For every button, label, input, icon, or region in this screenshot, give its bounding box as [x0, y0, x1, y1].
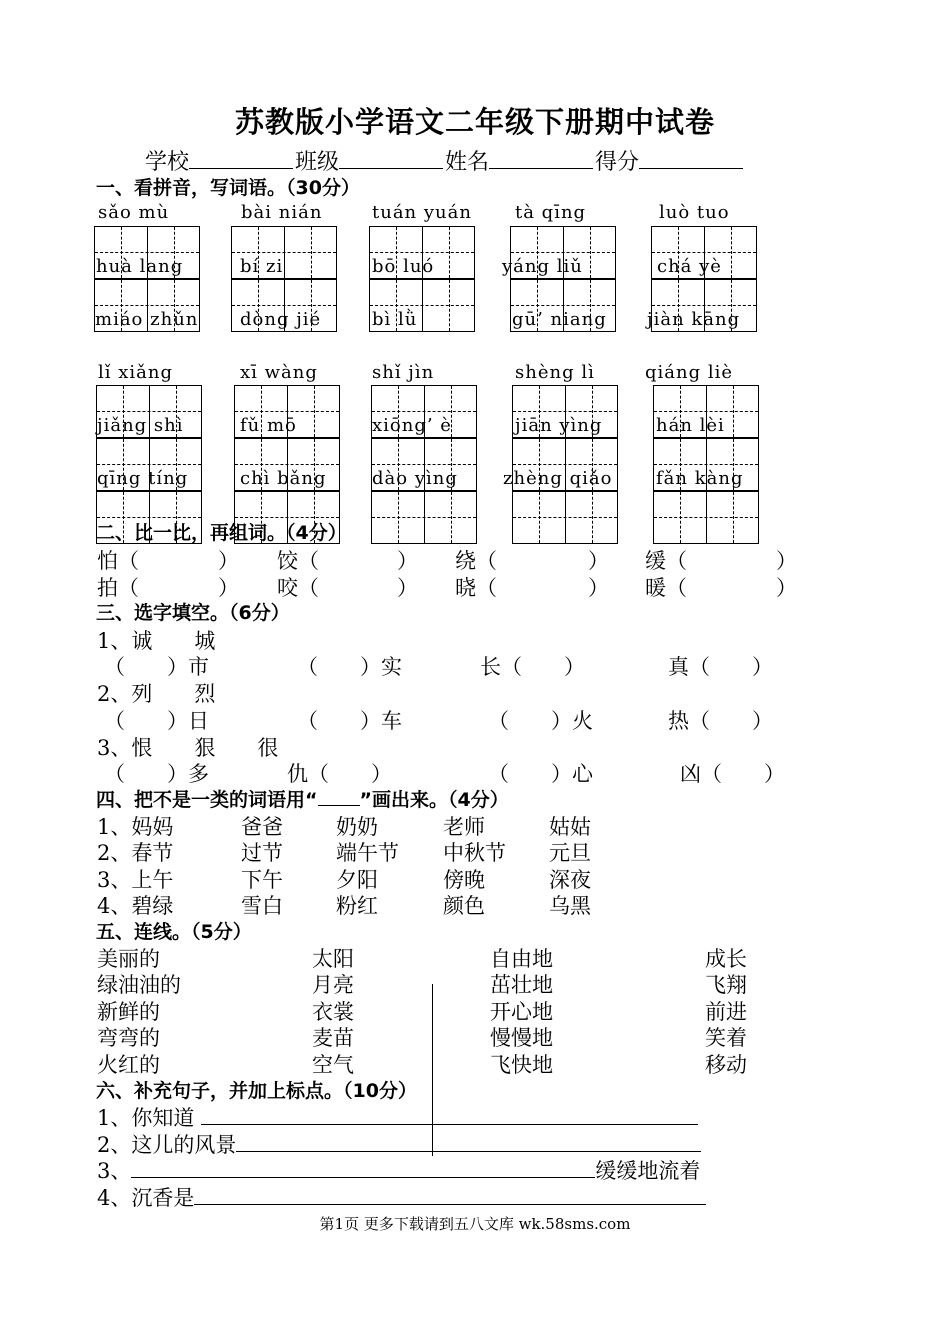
word[interactable]: 颜色 [443, 894, 485, 918]
name-label: 姓名 [445, 150, 490, 175]
question-2: 2、列 烈 [97, 682, 216, 706]
answer-line[interactable] [194, 1186, 706, 1205]
word[interactable]: 老师 [443, 815, 485, 839]
paren-close: ） [776, 549, 797, 573]
pinyin-label: tuán yuán [372, 202, 472, 223]
section-5-heading: 五、连线。（5分） [96, 921, 252, 943]
pinyin-label: miáo zhǔn [95, 309, 199, 330]
pinyin-label: fǎn kàng [656, 468, 744, 489]
word[interactable]: 下午 [241, 868, 283, 892]
sentence-3 [97, 1155, 700, 1185]
sentence-prompt: 1、你知道 [97, 1106, 195, 1130]
class-field[interactable] [339, 148, 443, 169]
word[interactable]: 中秋节 [443, 841, 506, 865]
class-label: 班级 [295, 150, 340, 175]
sentence-1 [97, 1102, 698, 1132]
pinyin-label: xī wàng [240, 362, 318, 383]
sentence-prompt: 4、沉香是 [97, 1186, 195, 1210]
school-field[interactable] [189, 148, 293, 169]
match-item[interactable]: 移动 [705, 1053, 747, 1077]
heading-text: 四、把不是一类的词语用“ [96, 789, 318, 811]
page-footer: 第1页 更多下载请到五八文库 wk.58sms.com [319, 1215, 631, 1233]
match-item[interactable]: 衣裳 [312, 1000, 354, 1024]
question-3: 3、恨 狠 很 [97, 736, 279, 760]
fill-blank[interactable]: 长（ ） [480, 655, 585, 679]
word[interactable]: 4、碧绿 [97, 894, 174, 918]
pinyin-label: xiōng’ è [372, 415, 452, 436]
section-6-heading: 六、补充句子，并加上标点。（10分） [96, 1080, 417, 1102]
sentence-prompt: 3、 [97, 1159, 132, 1183]
match-item[interactable]: 空气 [312, 1053, 354, 1077]
compare-char: 绕（ [455, 549, 497, 573]
heading-text: ”画出来。（4分） [359, 789, 509, 811]
pinyin-label: chá yè [657, 256, 722, 277]
pinyin-label: jiān yìng [515, 415, 603, 436]
pinyin-label: bì lǜ [372, 309, 418, 330]
word[interactable]: 乌黑 [549, 894, 591, 918]
compare-char: 饺（ [277, 549, 319, 573]
section-1-heading: 一、看拼音，写词语。（30分） [96, 177, 360, 199]
paren-close: ） [588, 549, 609, 573]
paren-close: ） [397, 549, 418, 573]
pinyin-label: fǔ mō [240, 415, 297, 436]
pinyin-label: chì bǎng [240, 468, 327, 489]
word[interactable]: 端午节 [336, 841, 399, 865]
match-item[interactable]: 成长 [705, 947, 747, 971]
word[interactable]: 姑姑 [549, 815, 591, 839]
word[interactable]: 粉红 [336, 894, 378, 918]
answer-line[interactable] [201, 1106, 698, 1125]
score-label: 得分 [595, 150, 640, 175]
score-field[interactable] [639, 148, 743, 169]
question-1: 1、诚 城 [97, 629, 216, 653]
fill-blank[interactable]: （ ）多 [104, 762, 209, 786]
pinyin-label: shǐ jìn [372, 362, 435, 383]
word[interactable]: 傍晚 [443, 868, 485, 892]
fill-blank[interactable]: （ ）实 [297, 655, 402, 679]
section-4-heading [96, 785, 509, 812]
match-item[interactable]: 笑着 [705, 1026, 747, 1050]
pinyin-label: jiàn kāng [647, 309, 741, 330]
section-3-heading: 三、选字填空。（6分） [96, 602, 290, 624]
page-title: 苏教版小学语文二年级下册期中试卷 [234, 105, 715, 139]
pinyin-label: zhèng qiǎo [503, 468, 613, 489]
answer-line[interactable] [236, 1133, 701, 1152]
fill-blank[interactable]: 热（ ） [668, 709, 773, 733]
match-item[interactable]: 茁壮地 [490, 973, 553, 997]
match-item[interactable]: 开心地 [490, 1000, 553, 1024]
match-item[interactable]: 前进 [705, 1000, 747, 1024]
pinyin-label: lǐ xiǎng [98, 362, 173, 383]
pinyin-label: yáng liǔ [502, 256, 583, 277]
answer-line[interactable] [131, 1159, 595, 1178]
compare-char: 怕（ [97, 549, 139, 573]
match-item[interactable]: 太阳 [312, 947, 354, 971]
word[interactable]: 雪白 [241, 894, 283, 918]
word[interactable]: 奶奶 [336, 815, 378, 839]
paren-close: ） [218, 549, 239, 573]
word[interactable]: 元旦 [549, 841, 591, 865]
word[interactable]: 深夜 [549, 868, 591, 892]
fill-blank[interactable]: （ ）车 [297, 709, 402, 733]
match-item[interactable]: 自由地 [490, 947, 553, 971]
compare-char: 晓（ [455, 576, 497, 600]
school-label: 学校 [145, 150, 190, 175]
writing-box[interactable] [653, 491, 759, 544]
sentence-prompt: 2、这儿的风景 [97, 1133, 237, 1157]
pinyin-label: bō luó [372, 256, 435, 277]
pinyin-label: hán lèi [656, 415, 725, 436]
pinyin-label: bài nián [241, 202, 323, 223]
match-item[interactable]: 美丽的 [97, 947, 160, 971]
pinyin-label: shèng lì [515, 362, 595, 383]
sentence-4 [97, 1182, 706, 1212]
writing-box[interactable] [512, 491, 618, 544]
underline-sample [318, 787, 360, 806]
word[interactable]: 1、妈妈 [97, 815, 174, 839]
match-item[interactable]: 弯弯的 [97, 1026, 160, 1050]
fill-blank[interactable]: 仇（ ） [287, 762, 392, 786]
paren-close: ） [776, 576, 797, 600]
pinyin-label: tà qīng [515, 202, 587, 223]
fill-blank[interactable]: （ ）火 [488, 709, 593, 733]
word[interactable]: 2、春节 [97, 841, 174, 865]
fill-blank[interactable]: 凶（ ） [680, 762, 785, 786]
pinyin-label: qiáng liè [645, 362, 734, 383]
match-item[interactable]: 新鲜的 [97, 1000, 160, 1024]
pinyin-label: bí zi [240, 256, 284, 277]
match-item[interactable]: 绿油油的 [97, 973, 181, 997]
writing-box[interactable] [371, 491, 477, 544]
pinyin-label: huà lang [96, 256, 184, 277]
paren-close: ） [218, 576, 239, 600]
sentence-prompt: 缓缓地流着 [595, 1159, 701, 1183]
compare-char: 暖（ [645, 576, 687, 600]
match-item[interactable]: 火红的 [97, 1053, 160, 1077]
pinyin-label: luò tuo [659, 202, 730, 223]
compare-char: 拍（ [97, 576, 139, 600]
student-info [145, 145, 745, 176]
pinyin-label: qīng tíng [97, 468, 189, 489]
pinyin-label: dòng jié [240, 309, 322, 330]
name-field[interactable] [489, 148, 593, 169]
fill-blank[interactable]: （ ）心 [488, 762, 593, 786]
compare-char: 咬（ [277, 576, 319, 600]
section-2-heading: 二、比一比，再组词。（4分） [96, 522, 347, 544]
paren-close: ） [588, 576, 609, 600]
pinyin-label: dào yìng [372, 468, 458, 489]
fill-blank[interactable]: （ ）市 [104, 655, 209, 679]
match-item[interactable]: 飞翔 [705, 973, 747, 997]
match-item[interactable]: 月亮 [312, 973, 354, 997]
pinyin-label: gū’ niang [512, 309, 607, 330]
pinyin-label: sǎo mù [98, 202, 170, 223]
fill-blank[interactable]: （ ）日 [104, 709, 209, 733]
word[interactable]: 夕阳 [336, 868, 378, 892]
compare-char: 缓（ [645, 549, 687, 573]
match-item[interactable]: 麦苗 [312, 1026, 354, 1050]
paren-close: ） [397, 576, 418, 600]
fill-blank[interactable]: 真（ ） [668, 655, 773, 679]
match-item[interactable]: 慢慢地 [490, 1026, 553, 1050]
pinyin-label: jiǎng shì [97, 415, 184, 436]
word[interactable]: 过节 [241, 841, 283, 865]
match-item[interactable]: 飞快地 [490, 1053, 553, 1077]
word[interactable]: 爸爸 [241, 815, 283, 839]
word[interactable]: 3、上午 [97, 868, 174, 892]
